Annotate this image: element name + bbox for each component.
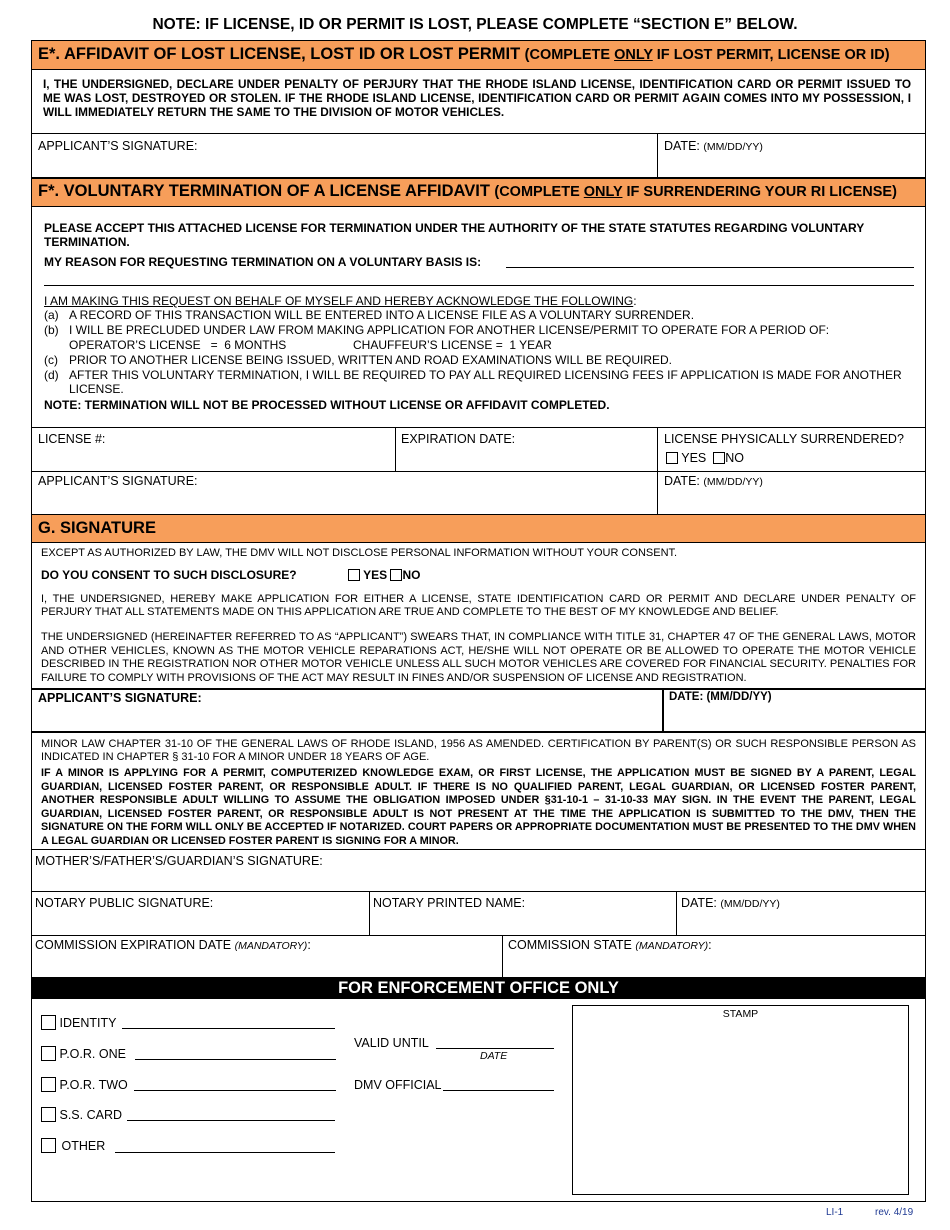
ss-card-label: S.S. CARD [59,1108,122,1122]
divider [662,688,664,732]
notary-name-label: NOTARY PRINTED NAME: [373,896,526,910]
other-checkbox[interactable] [41,1138,56,1153]
ack-item-c: PRIOR TO ANOTHER LICENSE BEING ISSUED, WRITTEN AND ROAD EXAMINATIONS WILL BE REQUIRED. [69,353,672,367]
section-e-date-field[interactable] [664,154,922,176]
por-two-line[interactable] [134,1090,336,1091]
section-e-signature-field[interactable] [38,154,653,176]
enforcement-title: FOR ENFORCEMENT OFFICE ONLY [338,979,619,997]
section-g-signature-field[interactable] [38,707,656,729]
identity-checkbox[interactable] [41,1015,56,1030]
dmv-official-label: DMV OFFICIAL [354,1078,442,1092]
ss-card-line[interactable] [127,1120,335,1121]
termination-reason-line-2[interactable] [44,285,914,286]
section-f-signature-field[interactable] [38,490,653,512]
consent-yes-checkbox[interactable] [348,569,360,581]
section-g-title: G. SIGNATURE [38,519,156,537]
ack-item-b: I WILL BE PRECLUDED UNDER LAW FROM MAKING APPLICATION FOR ANOTHER LICENSE/PERMIT TO OPERATE FOR A PERIOD OF: [69,323,830,337]
identity-line[interactable] [122,1028,335,1029]
section-f-signature-label: APPLICANT’S SIGNATURE: [38,474,198,488]
financial-security-declaration: THE UNDERSIGNED (HEREINAFTER REFERRED TO AS “APPLICANT”) SWEARS THAT, IN COMPLIANCE WITH TITLE 31, CHAPTER 47 OF THE GENERAL LAWS, MOTOR AND OTHER VEHICLES, KNOWN AS THE MOTOR VEHICLE REPARATIONS ACT, HE/SHE WILL NOT OPERATE OR BE ALLOWED TO OPERATE THE MOTOR VEHICLE DESCRIBED IN THE REGISTRATION NOR OTHER MOTOR VEHICLE UNLESS ALL SUCH MOTOR VEHICLES ARE COVERED FOR FINANCIAL SECURITY. PENALTIES FOR FAILURE TO COMPLY WITH PROVISIONS OF THE ACT MAY RESULT IN FINES AND/OR SUSPENSION OF LICENSE AND REGISTRATION. [41,631,916,684]
commission-state-field[interactable] [508,954,921,974]
notary-date-field[interactable] [681,912,921,932]
privacy-statement: EXCEPT AS AUTHORIZED BY LAW, THE DMV WILL NOT DISCLOSE PERSONAL INFORMATION WITHOUT YOUR CONSENT. [41,547,678,559]
consent-options [348,568,420,582]
divider [31,731,926,733]
other-label: OTHER [61,1139,106,1153]
divider [31,935,926,936]
section-g-date-label: DATE: (MM/DD/YY) [669,691,772,703]
notary-signature-label: NOTARY PUBLIC SIGNATURE: [35,896,214,910]
ack-item-d: AFTER THIS VOLUNTARY TERMINATION, I WILL BE REQUIRED TO PAY ALL REQUIRED LICENSING FEES IF APPLICATION IS MADE FOR ANOTHER LICENSE. [69,368,902,396]
consent-yes-label: YES [363,568,388,582]
guardian-signature-field[interactable] [35,870,920,888]
divider [657,133,658,178]
enforcement-item [41,1015,116,1030]
license-surrendered-label: LICENSE PHYSICALLY SURRENDERED? [664,432,904,446]
enforcement-item [41,1077,128,1092]
notary-signature-field[interactable] [35,912,365,932]
ack-item-letter-d: (d) [44,368,59,382]
notary-date-label: DATE: (MM/DD/YY) [681,896,780,910]
divider [31,849,926,850]
divider [31,688,926,690]
valid-until-date-caption: DATE [480,1050,508,1062]
divider [31,427,926,428]
divider [31,133,926,134]
lost-declaration: I, THE UNDERSIGNED, DECLARE UNDER PENALTY OF PERJURY THAT THE RHODE ISLAND LICENSE, IDENTIFICATION CARD OR PERMIT ISSUED TO ME WAS LOST, DESTROYED OR STOLEN. IF THE RHODE ISLAND LICENSE, IDENTIFICATION CARD OR PERMIT AGAIN COMES INTO MY POSSESSION, I WILL IMMEDIATELY RETURN THE SAME TO THE DIVISION OF MOTOR VEHICLES. [43,77,911,119]
ack-item-letter-a: (a) [44,308,59,322]
termination-accept-text: PLEASE ACCEPT THIS ATTACHED LICENSE FOR TERMINATION UNDER THE AUTHORITY OF THE STATE STATUTES REGARDING VOLUNTARY TERMINATION. [44,221,865,249]
other-line[interactable] [115,1152,335,1153]
minor-rules-text: IF A MINOR IS APPLYING FOR A PERMIT, COMPUTERIZED KNOWLEDGE EXAM, OR FIRST LICENSE, THE APPLICATION MUST BE SIGNED BY A PARENT, LEGAL GUARDIAN, LICENSED FOSTER PARENT, OR RESPONSIBLE ADULT. IF THERE IS NO QUALIFIED PARENT, LEGAL GUARDIAN, OR LICENSED FOSTER PARENT, ANOTHER RESPONSIBLE ADULT WILLING TO ASSUME THE OBLIGATION IMPOSED UNDER §31-10-1 – 31-10-33 MAY SIGN. IN THE EVENT THE PARENT, LEGAL GUARDIAN, LICENSED FOSTER PARENT, OR RESPONSIBLE ADULT IS NOT PRESENT AT THE TIME THE APPLICATION IS SUBMITTED TO THE DMV, THEN THE SIGNATURE ON THE FORM WILL ONLY BE ACCEPTED IF NOTARIZED. COURT PAPERS OR APPROPRIATE DOCUMENTATION MUST BE PRESENTED TO THE DMV WHEN A LEGAL GUARDIAN OR LICENSED FOSTER PARENT IS SIGNING FOR A MINOR. [41,767,916,847]
surrendered-yes-label: YES [681,451,707,465]
guardian-signature-label: MOTHER’S/FATHER’S/GUARDIAN’S SIGNATURE: [35,854,323,868]
section-e-subtitle: (COMPLETE ONLY IF LOST PERMIT, LICENSE OR ID) [524,47,890,63]
enforcement-item [41,1138,105,1153]
section-g-date-field[interactable] [669,707,921,729]
surrendered-no-checkbox[interactable] [713,452,725,464]
ack-item-letter-c: (c) [44,353,58,367]
enforcement-header [31,978,926,999]
divider [31,471,926,472]
termination-reason-line[interactable] [506,267,914,268]
top-note: NOTE: IF LICENSE, ID OR PERMIT IS LOST, PLEASE COMPLETE “SECTION E” BELOW. [152,16,798,33]
consent-no-label: NO [402,568,421,582]
form-id: LI-1 [826,1207,844,1218]
section-e-title: E*. AFFIDAVIT OF LOST LICENSE, LOST ID OR LOST PERMIT [38,45,521,63]
divider [502,935,503,978]
stamp-label: STAMP [722,1008,759,1020]
section-f-title: F*. VOLUNTARY TERMINATION OF A LICENSE AFFIDAVIT [38,182,490,200]
section-e-signature-label: APPLICANT’S SIGNATURE: [38,139,198,153]
valid-until-label: VALID UNTIL [354,1036,429,1050]
divider [369,891,370,935]
commission-expiration-label: COMMISSION EXPIRATION DATE (MANDATORY): [35,938,311,952]
chauffeur-period: CHAUFFEUR’S LICENSE = 1 YEAR [353,338,552,352]
divider [676,891,677,935]
ack-item-a: A RECORD OF THIS TRANSACTION WILL BE ENTERED INTO A LICENSE FILE AS A VOLUNTARY SURRENDER. [69,308,695,322]
por-two-label: P.O.R. TWO [59,1078,128,1092]
termination-reason-label: MY REASON FOR REQUESTING TERMINATION ON A VOLUNTARY BASIS IS: [44,255,482,269]
surrendered-yes-checkbox[interactable] [666,452,678,464]
divider [31,891,926,892]
ss-card-checkbox[interactable] [41,1107,56,1122]
ack-heading: I AM MAKING THIS REQUEST ON BEHALF OF MYSELF AND HEREBY ACKNOWLEDGE THE FOLLOWING: [44,294,637,308]
consent-no-checkbox[interactable] [390,569,402,581]
operator-period: OPERATOR’S LICENSE = 6 MONTHS [69,338,287,352]
section-f-header [32,179,925,207]
commission-state-label: COMMISSION STATE (MANDATORY): [508,938,712,952]
section-e-date-label: DATE: (MM/DD/YY) [664,139,763,153]
section-e-header [32,41,925,70]
minor-law-text: MINOR LAW CHAPTER 31-10 OF THE GENERAL LAWS OF RHODE ISLAND, 1956 AS AMENDED. CERTIFICATION BY PARENT(S) OR SUCH RESPONSIBLE PERSON AS INDICATED IN CHAPTER § 31-10 FOR A MINOR UNDER 18 YEARS OF AGE. [41,738,916,763]
por-one-line[interactable] [135,1059,336,1060]
expiration-date-field[interactable] [401,448,651,468]
stamp-box [572,1005,909,1195]
consent-question: DO YOU CONSENT TO SUCH DISCLOSURE? [41,568,297,582]
license-surrendered-options [666,451,744,465]
license-number-field[interactable] [38,448,390,468]
dmv-official-line[interactable] [443,1090,554,1091]
section-g-header [32,515,925,543]
application-declaration: I, THE UNDERSIGNED, HEREBY MAKE APPLICATION FOR EITHER A LICENSE, STATE IDENTIFICATION CARD OR PERMIT AND DECLARE UNDER PENALTY OF PERJURY THAT ALL STATEMENTS MADE ON THIS APPLICATION ARE TRUE AND COMPLETE TO THE BEST OF MY KNOWLEDGE AND BELIEF. [41,593,916,618]
divider [395,427,396,471]
ack-item-letter-b: (b) [44,323,59,337]
termination-note: NOTE: TERMINATION WILL NOT BE PROCESSED WITHOUT LICENSE OR AFFIDAVIT COMPLETED. [44,398,610,412]
section-f-date-field[interactable] [664,490,922,512]
section-f-date-label: DATE: (MM/DD/YY) [664,474,763,488]
valid-until-line[interactable] [436,1048,554,1049]
notary-name-field[interactable] [373,912,671,932]
por-two-checkbox[interactable] [41,1077,56,1092]
section-f-subtitle: (COMPLETE ONLY IF SURRENDERING YOUR RI LICENSE) [494,184,897,200]
section-g-signature-label: APPLICANT’S SIGNATURE: [38,691,202,705]
identity-label: IDENTITY [59,1016,117,1030]
surrendered-no-label: NO [725,451,744,465]
license-number-label: LICENSE #: [38,432,106,446]
expiration-date-label: EXPIRATION DATE: [401,432,516,446]
form-revision: rev. 4/19 [875,1207,914,1218]
enforcement-item [41,1046,126,1061]
commission-expiration-field[interactable] [35,954,497,974]
por-one-checkbox[interactable] [41,1046,56,1061]
por-one-label: P.O.R. ONE [59,1047,126,1061]
enforcement-item [41,1107,122,1122]
